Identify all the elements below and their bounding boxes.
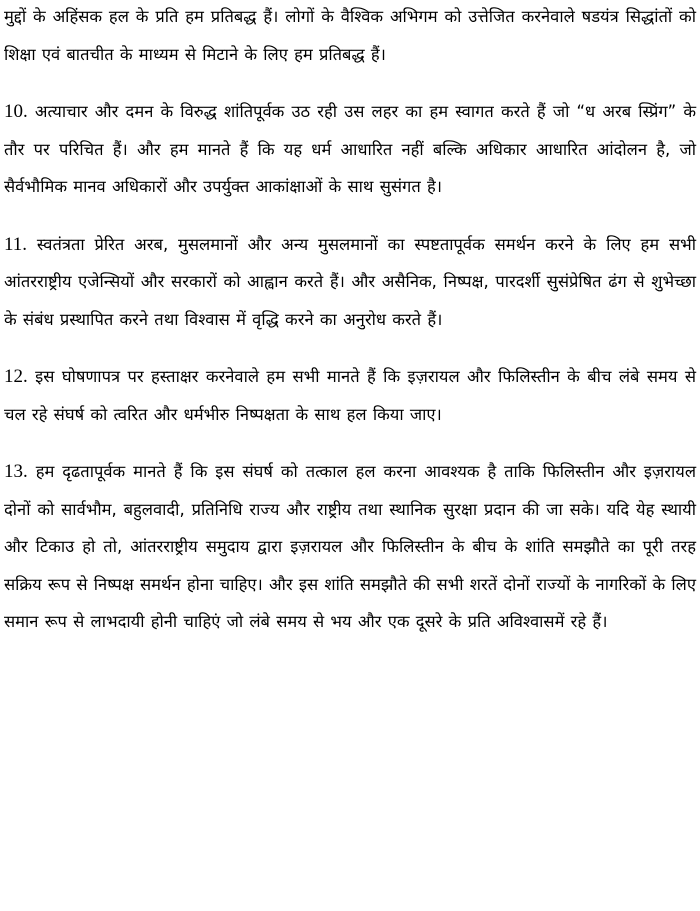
- paragraph-number: 10.: [4, 101, 28, 122]
- paragraph-gap: [4, 206, 696, 226]
- paragraph-text: अत्याचार और दमन के विरुद्ध शांतिपूर्वक उठ रही उस लहर का हम स्वागत करते हैं जो “ध अरब स्प्रिंग” के तौर पर परिचित हैं। और हम मानते हैं कि यह धर्म आधारित नहीं बल्कि अधिकार आधारित आंदोलन है, जो सैर्वभौमिक मानव अधिकारों और उपर्युक्त आकांक्षाओं के साथ सुसंगत है।: [4, 102, 697, 196]
- paragraph-continued: [4, 0, 696, 73]
- paragraph-11: [4, 226, 696, 339]
- paragraph-number: 12.: [4, 366, 28, 387]
- paragraph-gap: [4, 73, 696, 93]
- paragraph-12: [4, 358, 696, 433]
- paragraph-text: हम दृढतापूर्वक मानते हैं कि इस संघर्ष को तत्काल हल करना आवश्यक है ताकि फिलिस्तीन और इज़रायल दोनों को सार्वभौम, बहुलवादी, प्रतिनिधि राज्य और राष्ट्रीय तथा स्थानिक सुरक्षा प्रदान की जा सके। यदि येह स्थायी और टिकाउ हो तो, आंतरराष्ट्रीय समुदाय द्वारा इज़रायल और फिलिस्तीन के बीच के शांति समझौते का पूरी तरह सक्रिय रूप से निष्पक्ष समर्थन होना चाहिए। और इस शांति समझौते की सभी शरतें दोनों राज्यों के नागरिकों के लिए समान रूप से लाभदायी होनी चाहिएं जो लंबे समय से भय और एक दूसरे के प्रति अविश्वासमें रहे हैं।: [4, 462, 697, 631]
- paragraph-10: [4, 93, 696, 206]
- paragraph-gap: [4, 338, 696, 358]
- paragraph-gap: [4, 433, 696, 453]
- paragraph-13: [4, 453, 696, 641]
- paragraph-text: स्वतंत्रता प्रेरित अरब, मुसलमानों और अन्य मुसलमानों का स्पष्टतापूर्वक समर्थन करने के लिए हम सभी आंतरराष्ट्रीय एजेन्सियों और सरकारों को आह्वान करते हैं। और असैनिक, निष्पक्ष, पारदर्शी सुसंप्रेषित ढंग से शुभेच्छा के संबंध प्रस्थापित करने तथा विश्वास में वृद्धि करने का अनुरोध करते हैं।: [4, 234, 696, 329]
- paragraph-number: 11.: [4, 233, 28, 255]
- paragraph-text: इस घोषणापत्र पर हस्ताक्षर करनेवाले हम सभी मानते हैं कि इज़रायल और फिलिस्तीन के बीच लंबे समय से चल रहे संघर्ष को त्वरित और धर्मभीरु निष्पक्षता के साथ हल किया जाए।: [4, 367, 696, 424]
- paragraph-number: 13.: [4, 461, 28, 482]
- paragraph-text: मुद्दों के अहिंसक हल के प्रति हम प्रतिबद्ध हैं। लोगों के वैश्विक अभिगम को उत्तेजित करनेवाले षडयंत्र सिद्धांतों को शिक्षा एवं बातचीत के माध्यम से मिटाने के लिए हम प्रतिबद्ध हैं।: [4, 7, 696, 64]
